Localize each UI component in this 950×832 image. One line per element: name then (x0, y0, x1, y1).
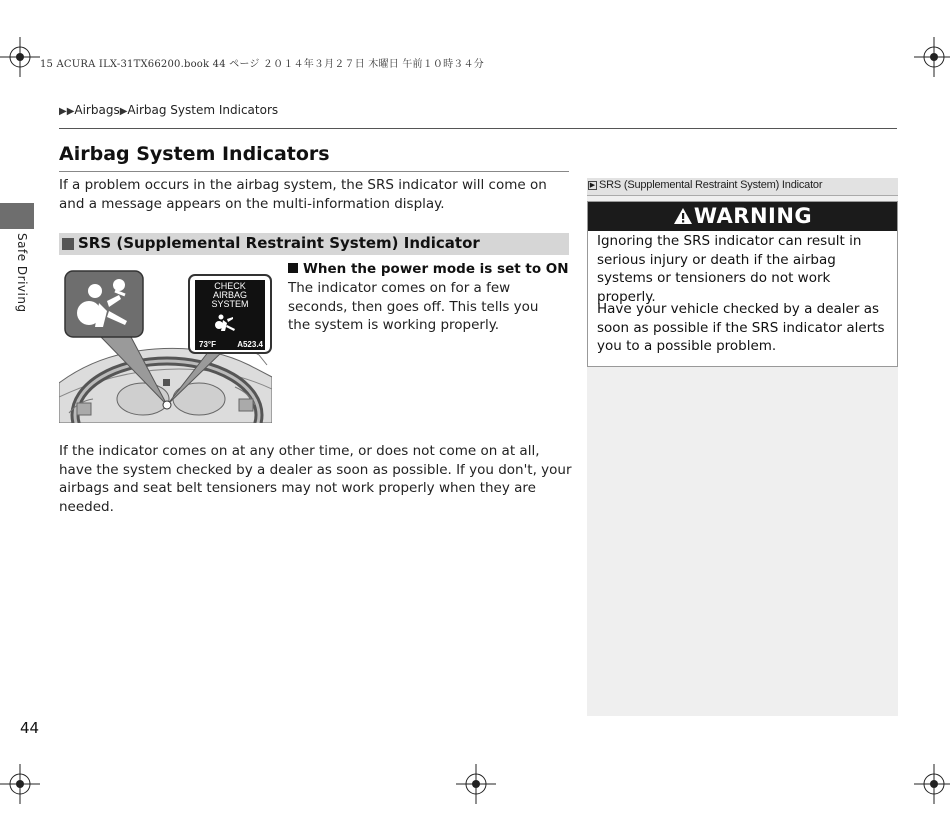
display-odo-readout: A523.4 (237, 340, 263, 349)
breadcrumb-arrow-icon: ▶ (119, 106, 128, 117)
display-line-3: SYSTEM (211, 299, 249, 309)
sidebar-heading (587, 178, 898, 196)
indicator-description: The indicator comes on for a few seconds, then goes off. This tells you the system is working properly. (288, 280, 539, 333)
registration-mark-top-left (0, 37, 40, 77)
print-header: 15 ACURA ILX-31TX66200.book 44 ページ ２０１４年３月２７日 木曜日 午前１０時３４分 (40, 59, 484, 70)
registration-mark-top-right (914, 37, 950, 77)
display-temp-readout: 73°F (199, 340, 216, 349)
breadcrumb-item-airbags[interactable]: Airbags (74, 103, 120, 117)
warning-triangle-icon (673, 207, 693, 225)
side-tab-label[interactable]: Safe Driving (15, 233, 29, 313)
breadcrumb-arrow-icon: ▶▶ (59, 106, 75, 117)
breadcrumb-item-current: Airbag System Indicators (127, 103, 279, 117)
cross-reference-arrow-icon: ▶ (589, 181, 596, 189)
warning-paragraph-2: Have your vehicle checked by a dealer as soon as possible if the SRS indicator alerts you to a possible problem. (597, 301, 885, 354)
subheading (288, 261, 569, 277)
side-tab-marker (0, 203, 34, 229)
page-number: 44 (20, 719, 40, 737)
section-heading-bar (59, 233, 569, 255)
intro-paragraph: If a problem occurs in the airbag system, the SRS indicator will come on and a message appears on the multi-information display. (59, 177, 547, 212)
bullet-square-icon (288, 263, 298, 273)
registration-mark-bottom-center (456, 764, 496, 804)
page-title: Airbag System Indicators (59, 143, 330, 165)
sidebar-heading-text[interactable]: SRS (Supplemental Restraint System) Indicator (599, 179, 823, 191)
breadcrumb (59, 103, 278, 117)
display-line-1: CHECK (214, 281, 246, 291)
srs-indicator-illustration (59, 265, 272, 423)
title-divider (59, 171, 569, 172)
registration-mark-bottom-left (0, 764, 40, 804)
section-square-icon (62, 238, 74, 250)
display-line-2: AIRBAG (212, 290, 248, 300)
header-divider (59, 128, 897, 129)
subheading-text: When the power mode is set to ON (303, 261, 569, 277)
section-title: SRS (Supplemental Restraint System) Indicator (78, 234, 480, 252)
warning-header (588, 202, 897, 231)
followup-paragraph: If the indicator comes on at any other time, or does not come on at all, have the system checked by a dealer as soon as possible. If you don't, your airbags and seat belt tensioners may not work properly when they are needed. (59, 443, 572, 515)
warning-paragraph-1: Ignoring the SRS indicator can result in serious injury or death if the airbag systems or tensioners do not work properly. (597, 233, 862, 305)
warning-label: WARNING (693, 204, 813, 228)
registration-mark-bottom-right (914, 764, 950, 804)
